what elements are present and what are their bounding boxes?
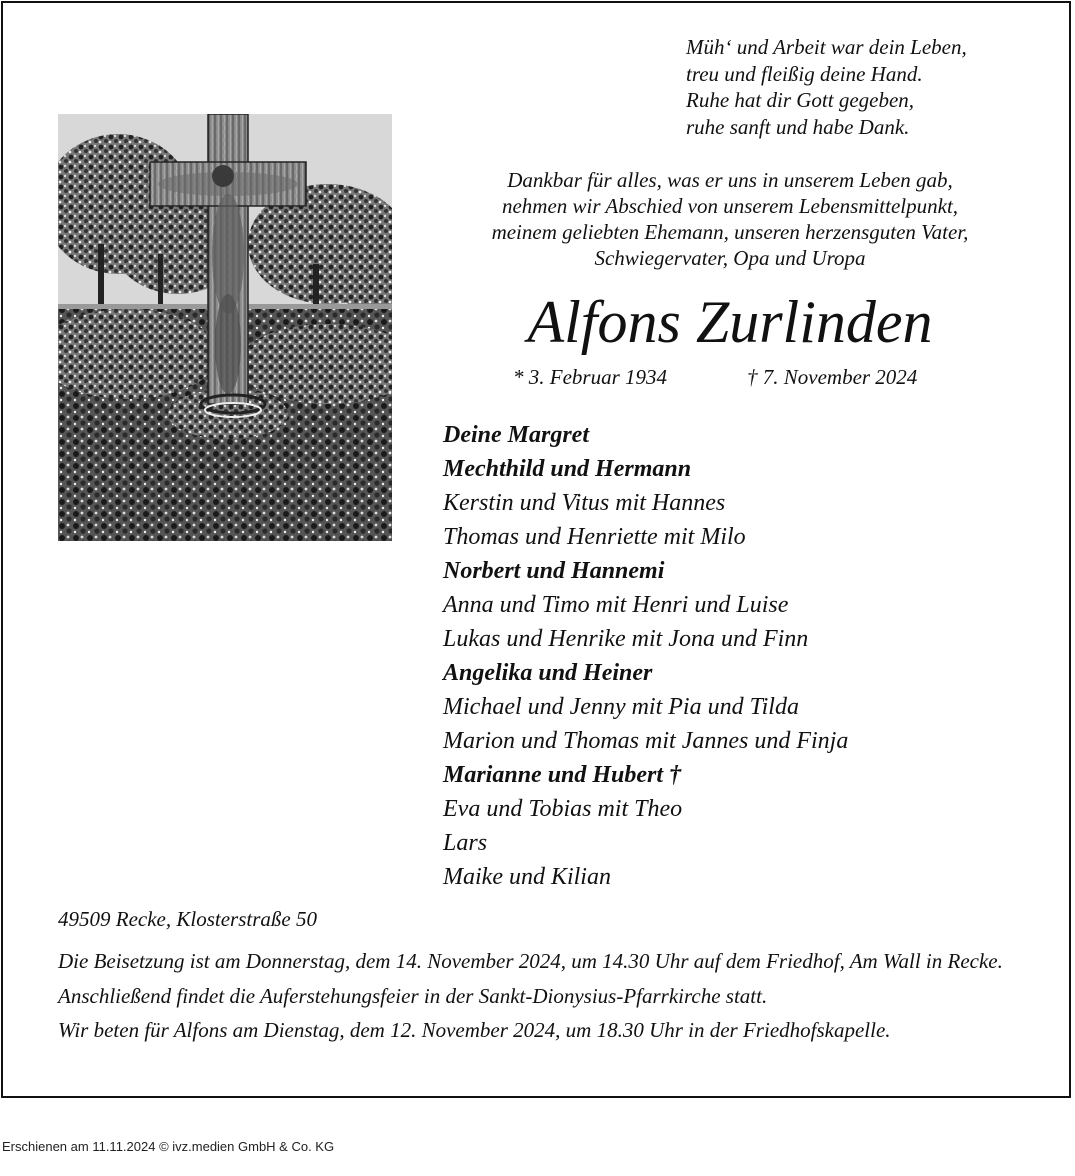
birth-date: * 3. Februar 1934: [513, 365, 667, 389]
mourner-line: Michael und Jenny mit Pia und Tilda: [443, 694, 799, 720]
intro-line: meinem geliebten Ehemann, unseren herzensguten Vater,: [491, 220, 969, 244]
mourner-line: Thomas und Henriette mit Milo: [443, 524, 746, 550]
mourner-line: Maike und Kilian: [443, 864, 611, 890]
funeral-notices: [58, 949, 1023, 1053]
intro-line: Dankbar für alles, was er uns in unserem Leben gab,: [507, 168, 953, 192]
mourner-family-head: Norbert und Hannemi: [443, 558, 665, 584]
burial-notice: Die Beisetzung ist am Donnerstag, dem 14. November 2024, um 14.30 Uhr auf dem Friedhof, Am Wall in Recke.: [58, 949, 1003, 973]
mourner-line: Marion und Thomas mit Jannes und Finja: [443, 728, 849, 754]
prayer-notice: Wir beten für Alfons am Dienstag, dem 12. November 2024, um 18.30 Uhr in der Friedhofskapelle.: [58, 1018, 891, 1042]
mourner-line: Anna und Timo mit Henri und Luise: [443, 592, 789, 618]
mourner-family-head: Marianne und Hubert †: [443, 762, 682, 788]
farewell-intro: [420, 167, 1040, 271]
service-notice: Anschließend findet die Auferstehungsfeier in der Sankt-Dionysius-Pfarrkirche statt.: [58, 983, 768, 1008]
mourner-family-head: Mechthild und Hermann: [443, 456, 692, 482]
crucifix-photo: [58, 114, 392, 541]
mourner-line: Eva und Tobias mit Theo: [443, 796, 683, 822]
intro-line: Schwiegervater, Opa und Uropa: [594, 246, 866, 270]
life-dates: [513, 364, 1033, 390]
mourner-family-head: Deine Margret: [443, 422, 589, 448]
family-address: 49509 Recke, Klosterstraße 50: [58, 907, 317, 931]
mourner-line: Lars: [443, 830, 488, 856]
publication-footer: Erschienen am 11.11.2024 © ivz.medien GmbH & Co. KG: [2, 1139, 335, 1154]
verse-line: treu und fleißig deine Hand.: [686, 61, 923, 86]
mourner-family-head: Angelika und Heiner: [443, 660, 653, 686]
verse-line: ruhe sanft und habe Dank.: [686, 114, 910, 139]
mourner-line: Lukas und Henrike mit Jona und Finn: [443, 626, 809, 652]
deceased-name: Alfons Zurlinden: [527, 289, 933, 355]
mourners-list: [443, 418, 1043, 894]
intro-line: nehmen wir Abschied von unserem Lebensmittelpunkt,: [501, 194, 959, 218]
verse-line: Ruhe hat dir Gott gegeben,: [686, 88, 915, 112]
verse-line: Müh‘ und Arbeit war dein Leben,: [686, 35, 967, 59]
mourner-line: Kerstin und Vitus mit Hannes: [443, 490, 726, 516]
death-date: † 7. November 2024: [747, 365, 918, 389]
memorial-verse: [686, 34, 1056, 140]
